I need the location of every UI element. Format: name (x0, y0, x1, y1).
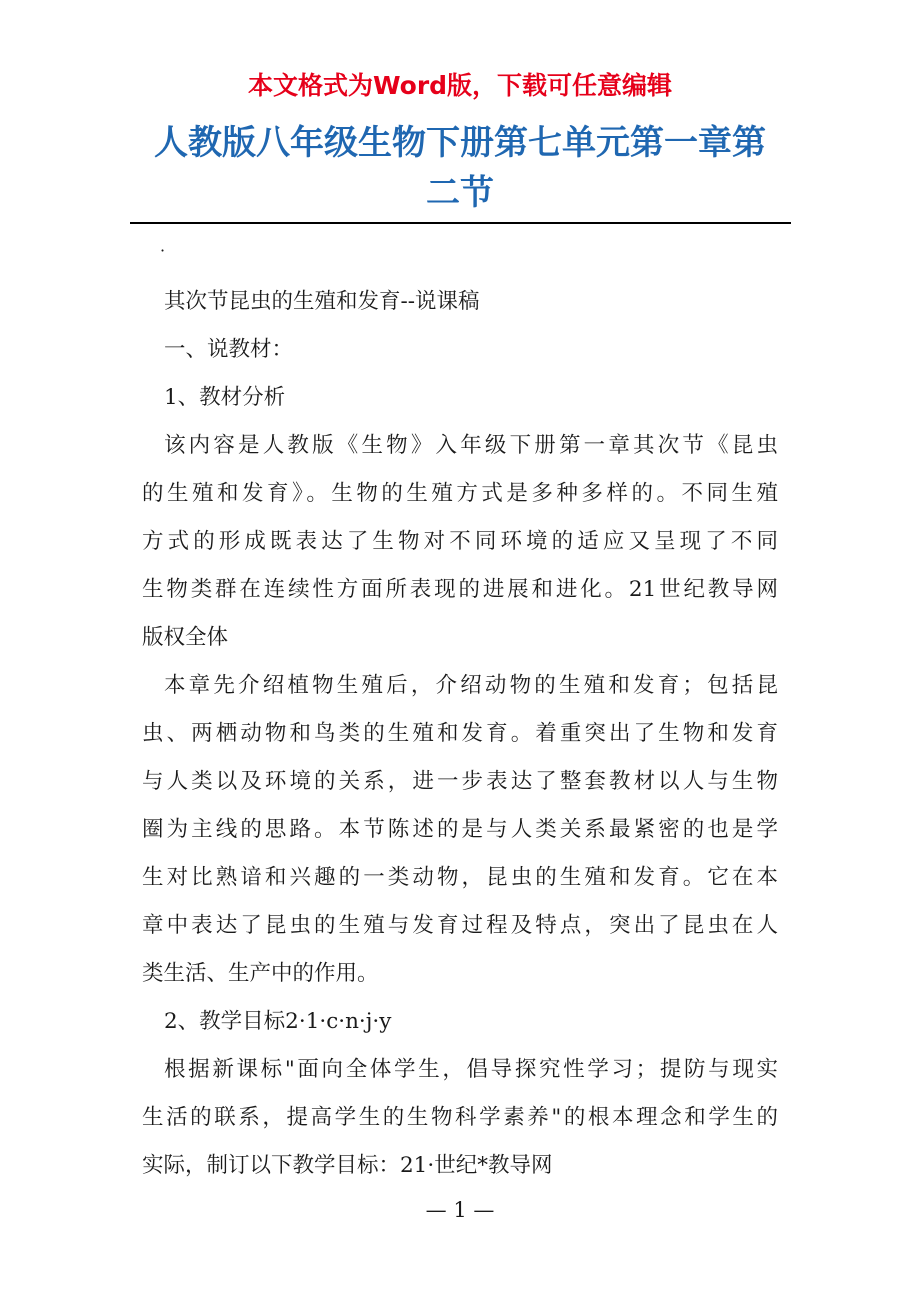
subtitle: 其次节昆虫的生殖和发育--说课稿 (164, 289, 480, 314)
item-heading-2: 2、教学目标2·1·c·n·j·y (164, 1009, 392, 1034)
title-line-2: 二节 (426, 173, 494, 213)
paragraph-line: 生对比熟谙和兴趣的一类动物，昆虫的生殖和发育。它在本 (142, 865, 778, 890)
page-number: — 1 — (425, 1198, 495, 1222)
title-line-1: 人教版八年级生物下册第七单元第一章第 (154, 123, 766, 163)
paragraph-line: 实际，制订以下教学目标：21·世纪*教导网 (142, 1153, 553, 1178)
paragraph-line: 方式的形成既表达了生物对不同环境的适应又呈现了不同 (142, 529, 778, 554)
paragraph-line: 类生活、生产中的作用。 (142, 961, 379, 986)
item-heading-1: 1、教材分析 (164, 385, 286, 410)
paragraph-line: 版权全体 (142, 625, 229, 650)
paragraph-line: 与人类以及环境的关系，进一步表达了整套教材以人与生物 (142, 769, 778, 794)
paragraph-line: 生活的联系，提高学生的生物科学素养"的根本理念和学生的 (142, 1105, 778, 1130)
paragraph-line: 该内容是人教版《生物》入年级下册第一章其次节《昆虫 (164, 433, 778, 458)
paragraph-line: 生物类群在连续性方面所表现的进展和进化。21世纪教导网 (142, 577, 778, 602)
document-title (130, 118, 790, 218)
paragraph-line: 章中表达了昆虫的生殖与发育过程及特点，突出了昆虫在人 (142, 913, 778, 938)
paragraph-line: 圈为主线的思路。本节陈述的是与人类关系最紧密的也是学 (142, 817, 778, 842)
stray-dot: · (160, 241, 166, 260)
format-banner: 本文格式为Word版，下载可任意编辑 (247, 71, 673, 100)
title-divider (130, 222, 791, 224)
paragraph-line: 根据新课标"面向全体学生，倡导探究性学习；提防与现实 (164, 1057, 778, 1082)
paragraph-line: 本章先介绍植物生殖后，介绍动物的生殖和发育；包括昆 (164, 673, 778, 698)
section-heading-1: 一、说教材： (164, 337, 294, 362)
paragraph-line: 的生殖和发育》。生物的生殖方式是多种多样的。不同生殖 (142, 481, 778, 506)
paragraph-line: 虫、两栖动物和鸟类的生殖和发育。着重突出了生物和发育 (142, 721, 778, 746)
